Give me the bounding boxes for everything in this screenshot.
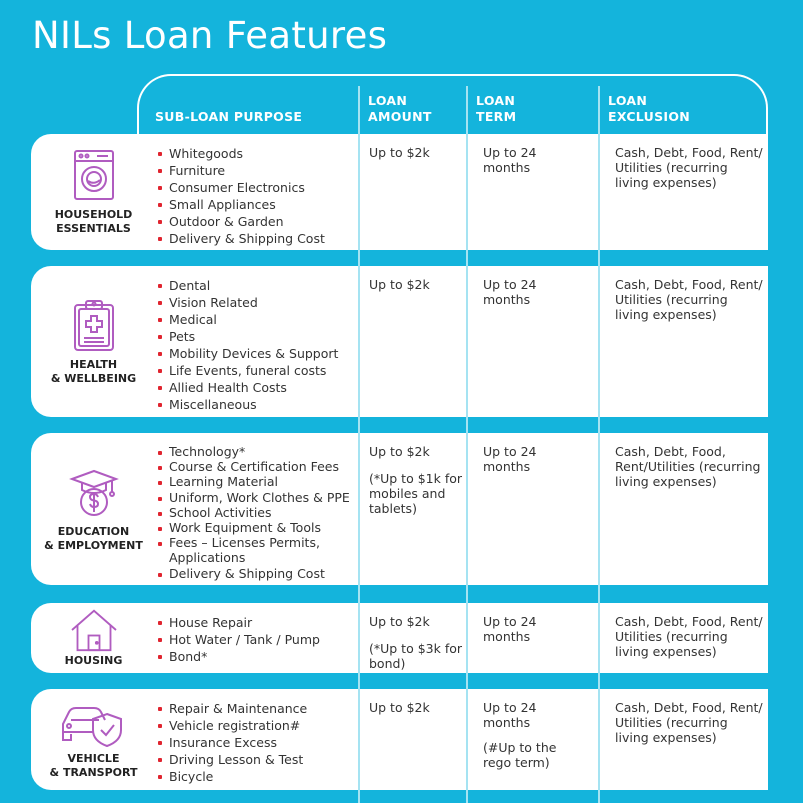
list-item: Hot Water / Tank / Pump xyxy=(157,631,320,648)
loan-term-cell xyxy=(483,614,583,644)
purpose-list xyxy=(157,614,320,665)
house-icon xyxy=(69,608,119,652)
loan-term-cell xyxy=(483,700,583,770)
category-cell xyxy=(31,433,156,585)
loan-term: Up to 24 months xyxy=(483,145,537,175)
list-item: Vehicle registration# xyxy=(157,717,307,734)
list-item: Medical xyxy=(157,311,338,328)
list-item: Pets xyxy=(157,328,338,345)
list-item: Bond* xyxy=(157,648,320,665)
list-item: Miscellaneous xyxy=(157,396,338,413)
row-education-employment xyxy=(31,433,768,585)
loan-term-cell xyxy=(483,277,583,307)
category-label: HOUSEHOLD ESSENTIALS xyxy=(54,208,133,235)
medical-clipboard-icon xyxy=(67,298,121,352)
list-item: Whitegoods xyxy=(157,145,325,162)
loan-amount: Up to $2k xyxy=(369,277,430,292)
loan-exclusion-cell: Cash, Debt, Food, Rent/ Utilities (recurring living expenses) xyxy=(615,145,763,190)
column-divider xyxy=(598,86,600,803)
loan-amount-cell xyxy=(369,614,464,671)
list-item: Bicycle xyxy=(157,768,307,785)
list-item: Technology* xyxy=(157,444,350,459)
list-item: Fees – Licenses Permits, Applications xyxy=(157,535,332,565)
list-item: Learning Material xyxy=(157,474,350,489)
list-item: Small Appliances xyxy=(157,196,325,213)
washing-machine-icon xyxy=(67,148,121,202)
loan-amount: Up to $2k xyxy=(369,444,430,459)
loan-term: Up to 24 months xyxy=(483,444,537,474)
loan-amount-cell xyxy=(369,277,464,292)
loan-exclusion-cell: Cash, Debt, Food, Rent/Utilities (recurring living expenses) xyxy=(615,444,761,489)
header-loan-term: LOAN TERM xyxy=(476,93,517,124)
list-item: Life Events, funeral costs xyxy=(157,362,338,379)
page-title: NILs Loan Features xyxy=(32,14,388,57)
row-vehicle-transport xyxy=(31,689,768,790)
loan-term-note: (#Up to the rego term) xyxy=(483,740,557,770)
list-item: House Repair xyxy=(157,614,320,631)
loan-term-cell xyxy=(483,444,583,474)
list-item: Work Equipment & Tools xyxy=(157,520,350,535)
list-item: Uniform, Work Clothes & PPE xyxy=(157,490,350,505)
purpose-list xyxy=(157,700,307,785)
list-item: Delivery & Shipping Cost xyxy=(157,566,350,581)
header-loan-exclusion: LOAN EXCLUSION xyxy=(608,93,691,124)
loan-exclusion-cell: Cash, Debt, Food, Rent/ Utilities (recurring living expenses) xyxy=(615,700,763,745)
purpose-list xyxy=(157,277,338,413)
category-cell xyxy=(31,689,156,790)
graduation-cap-money-icon xyxy=(67,465,121,519)
list-item: Insurance Excess xyxy=(157,734,307,751)
loan-term-cell xyxy=(483,145,583,175)
loan-amount-cell xyxy=(369,145,464,160)
loan-amount: Up to $2k xyxy=(369,145,430,160)
list-item: Course & Certification Fees xyxy=(157,459,350,474)
loan-amount-cell xyxy=(369,700,464,715)
list-item: Consumer Electronics xyxy=(157,179,325,196)
loan-term: Up to 24 months xyxy=(483,614,537,644)
list-item: Vision Related xyxy=(157,294,338,311)
row-household-essentials xyxy=(31,134,768,250)
list-item: Outdoor & Garden xyxy=(157,213,325,230)
loan-exclusion-cell: Cash, Debt, Food, Rent/ Utilities (recurring living expenses) xyxy=(615,277,763,322)
loan-exclusion-cell: Cash, Debt, Food, Rent/ Utilities (recurring living expenses) xyxy=(615,614,763,659)
loan-amount: Up to $2k xyxy=(369,700,430,715)
category-label: HEALTH & WELLBEING xyxy=(50,357,137,385)
list-item: Driving Lesson & Test xyxy=(157,751,307,768)
loan-amount-note: (*Up to $3k for bond) xyxy=(369,641,463,671)
loan-term: Up to 24 months xyxy=(483,700,537,730)
row-housing xyxy=(31,603,768,673)
list-item: Dental xyxy=(157,277,338,294)
list-item: School Activities xyxy=(157,505,350,520)
car-shield-icon xyxy=(59,700,129,748)
loan-amount: Up to $2k xyxy=(369,614,430,629)
list-item: Delivery & Shipping Cost xyxy=(157,230,325,247)
category-cell xyxy=(31,134,156,250)
list-item: Mobility Devices & Support xyxy=(157,345,338,362)
column-divider xyxy=(358,86,360,803)
category-label: HOUSING xyxy=(64,654,123,667)
column-divider xyxy=(466,86,468,803)
row-health-wellbeing xyxy=(31,266,768,417)
list-item: Furniture xyxy=(157,162,325,179)
category-label: EDUCATION & EMPLOYMENT xyxy=(44,525,143,552)
list-item: Repair & Maintenance xyxy=(157,700,307,717)
purpose-list xyxy=(157,145,325,247)
category-cell xyxy=(31,266,156,417)
loan-term: Up to 24 months xyxy=(483,277,537,307)
category-label: VEHICLE & TRANSPORT xyxy=(49,751,138,779)
loan-amount-note: (*Up to $1k for mobiles and tablets) xyxy=(369,471,463,516)
list-item: Allied Health Costs xyxy=(157,379,338,396)
header-sub-loan-purpose: SUB-LOAN PURPOSE xyxy=(155,109,303,124)
purpose-list xyxy=(157,444,350,581)
category-cell xyxy=(31,603,156,673)
header-loan-amount: LOAN AMOUNT xyxy=(368,93,432,124)
loan-amount-cell xyxy=(369,444,464,516)
